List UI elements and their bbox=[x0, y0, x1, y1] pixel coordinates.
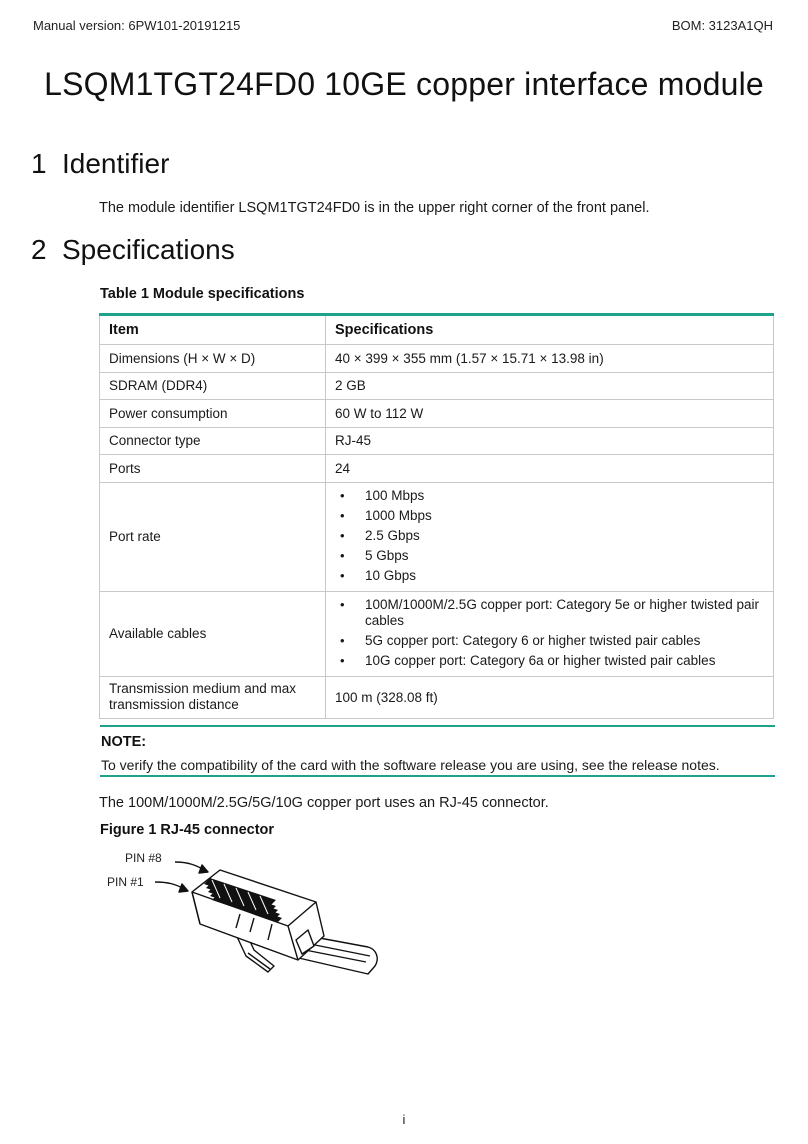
row-spec: 24 bbox=[326, 455, 774, 483]
rj45-connector-illustration bbox=[100, 848, 400, 983]
row-item: Power consumption bbox=[100, 400, 326, 428]
row-item: Dimensions (H × W × D) bbox=[100, 345, 326, 373]
page-number: i bbox=[402, 1112, 406, 1127]
available-cables-list bbox=[335, 592, 764, 676]
table-row-port-rate bbox=[100, 482, 774, 591]
row-spec: 60 W to 112 W bbox=[326, 400, 774, 428]
rj45-connector-figure bbox=[100, 848, 400, 983]
table-row bbox=[100, 372, 774, 400]
section-number: 1 bbox=[31, 148, 47, 179]
row-spec: RJ-45 bbox=[326, 427, 774, 455]
row-item: Connector type bbox=[100, 427, 326, 455]
list-item: • 100 Mbps bbox=[335, 488, 764, 504]
note-body: To verify the compatibility of the card with the software release you are using, see the release notes. bbox=[101, 757, 720, 773]
figure-caption: Figure 1 RJ-45 connector bbox=[100, 822, 275, 838]
row-spec bbox=[326, 482, 774, 591]
table-row bbox=[100, 345, 774, 373]
bom-number: BOM: 3123A1QH bbox=[671, 18, 773, 33]
pin-8-label: PIN #8 bbox=[125, 851, 162, 865]
table-row-transmission bbox=[100, 676, 774, 718]
table-row bbox=[100, 427, 774, 455]
table-row bbox=[100, 455, 774, 483]
row-item: SDRAM (DDR4) bbox=[100, 372, 326, 400]
row-spec: 100 m (328.08 ft) bbox=[326, 676, 774, 718]
column-header-specifications: Specifications bbox=[326, 315, 774, 345]
row-item: Ports bbox=[100, 455, 326, 483]
list-item: • 100M/1000M/2.5G copper port: Category 5e or higher twisted pair cables bbox=[335, 597, 764, 629]
note-box bbox=[100, 725, 775, 777]
document-title: LSQM1TGT24FD0 10GE copper interface module bbox=[44, 66, 764, 102]
list-item: • 1000 Mbps bbox=[335, 508, 764, 524]
connector-paragraph: The 100M/1000M/2.5G/5G/10G copper port uses an RJ-45 connector. bbox=[99, 795, 549, 811]
manual-version: Manual version: 6PW101-20191215 bbox=[33, 18, 241, 33]
identifier-paragraph: The module identifier LSQM1TGT24FD0 is in the upper right corner of the front panel. bbox=[99, 200, 650, 216]
table-caption: Table 1 Module specifications bbox=[100, 286, 305, 302]
row-item: Transmission medium and max transmission distance bbox=[100, 676, 326, 718]
section-identifier-heading bbox=[31, 148, 169, 180]
section-title: Specifications bbox=[62, 234, 235, 265]
row-spec bbox=[326, 591, 774, 676]
note-title: NOTE: bbox=[101, 734, 147, 750]
row-spec: 40 × 399 × 355 mm (1.57 × 15.71 × 13.98 in) bbox=[326, 345, 774, 373]
list-item: • 5G copper port: Category 6 or higher twisted pair cables bbox=[335, 633, 764, 649]
row-spec: 2 GB bbox=[326, 372, 774, 400]
module-specifications-table bbox=[99, 313, 774, 719]
table-header-row bbox=[100, 315, 774, 345]
section-number: 2 bbox=[31, 234, 47, 265]
pin-1-label: PIN #1 bbox=[107, 875, 144, 889]
column-header-item: Item bbox=[100, 315, 326, 345]
section-title: Identifier bbox=[62, 148, 170, 179]
list-item: • 5 Gbps bbox=[335, 548, 764, 564]
list-item: • 10G copper port: Category 6a or higher twisted pair cables bbox=[335, 653, 764, 669]
row-item: Available cables bbox=[100, 591, 326, 676]
table-row bbox=[100, 400, 774, 428]
list-item: • 2.5 Gbps bbox=[335, 528, 764, 544]
list-item: • 10 Gbps bbox=[335, 568, 764, 584]
row-item: Port rate bbox=[100, 482, 326, 591]
table-row-available-cables bbox=[100, 591, 774, 676]
port-rate-list bbox=[335, 483, 764, 591]
section-specifications-heading bbox=[31, 234, 235, 266]
